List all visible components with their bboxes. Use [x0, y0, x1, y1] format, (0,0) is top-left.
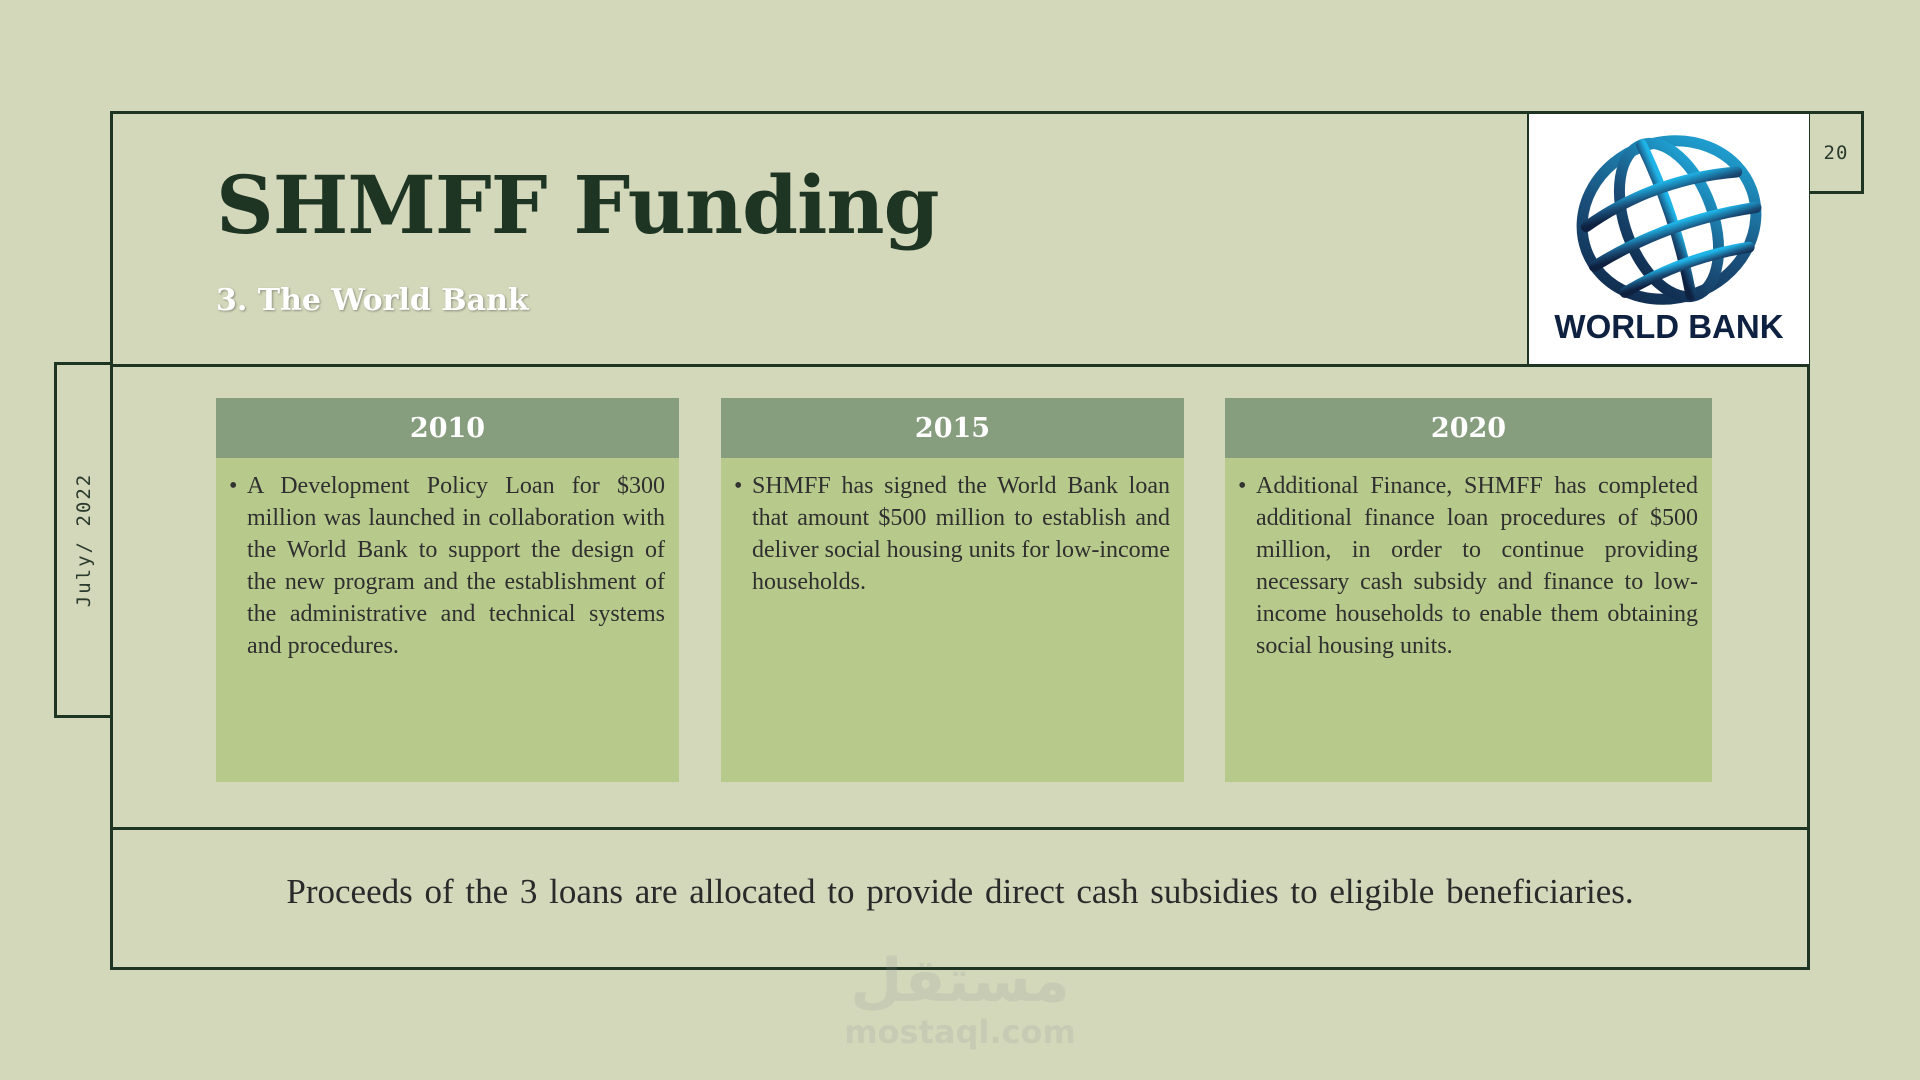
page-title: SHMFF Funding — [216, 158, 939, 252]
list-item — [229, 470, 665, 662]
slide-date: July/ 2022 — [73, 472, 95, 608]
watermark-logo — [840, 948, 1080, 1050]
header-divider — [110, 364, 1810, 367]
card-year-heading: 2010 — [216, 398, 679, 458]
card-bullet-text: SHMFF has signed the World Bank loan that amount $500 million to establish and deliver social housing units for low-income households. — [752, 473, 1170, 595]
list-item — [1238, 470, 1698, 662]
card-year-heading: 2020 — [1225, 398, 1712, 458]
page-number: 20 — [1823, 141, 1849, 164]
bullet-icon: • — [229, 473, 238, 499]
footer-note: Proceeds of the 3 loans are allocated to provide direct cash subsidies to eligible beneficiaries. — [286, 872, 1634, 911]
card-bullet-text: Additional Finance, SHMFF has completed additional finance loan procedures of $500 million, in order to continue providing necessary cash subsidy and finance to low-income households to enable them obtaining social housing units. — [1256, 473, 1698, 659]
bullet-icon: • — [1238, 473, 1247, 499]
year-card-2010 — [216, 398, 679, 782]
footer-divider — [110, 827, 1810, 830]
watermark-arabic-text: مستقل — [850, 946, 1070, 1016]
list-item — [734, 470, 1170, 598]
globe-icon — [1569, 128, 1769, 308]
year-card-2015 — [721, 398, 1184, 782]
watermark-latin-text: mostaql.com — [844, 1013, 1076, 1051]
year-card-2020 — [1225, 398, 1712, 782]
world-bank-logo — [1527, 114, 1809, 364]
card-year-heading: 2015 — [721, 398, 1184, 458]
page-subtitle: 3. The World Bank — [216, 283, 529, 318]
card-bullet-text: A Development Policy Loan for $300 million was launched in collaboration with the World Bank to support the design of the new program and the establishment of the administrative and technical systems and procedures. — [247, 473, 665, 659]
bullet-icon: • — [734, 473, 743, 499]
logo-wordmark: WORLD BANK — [1554, 308, 1784, 345]
